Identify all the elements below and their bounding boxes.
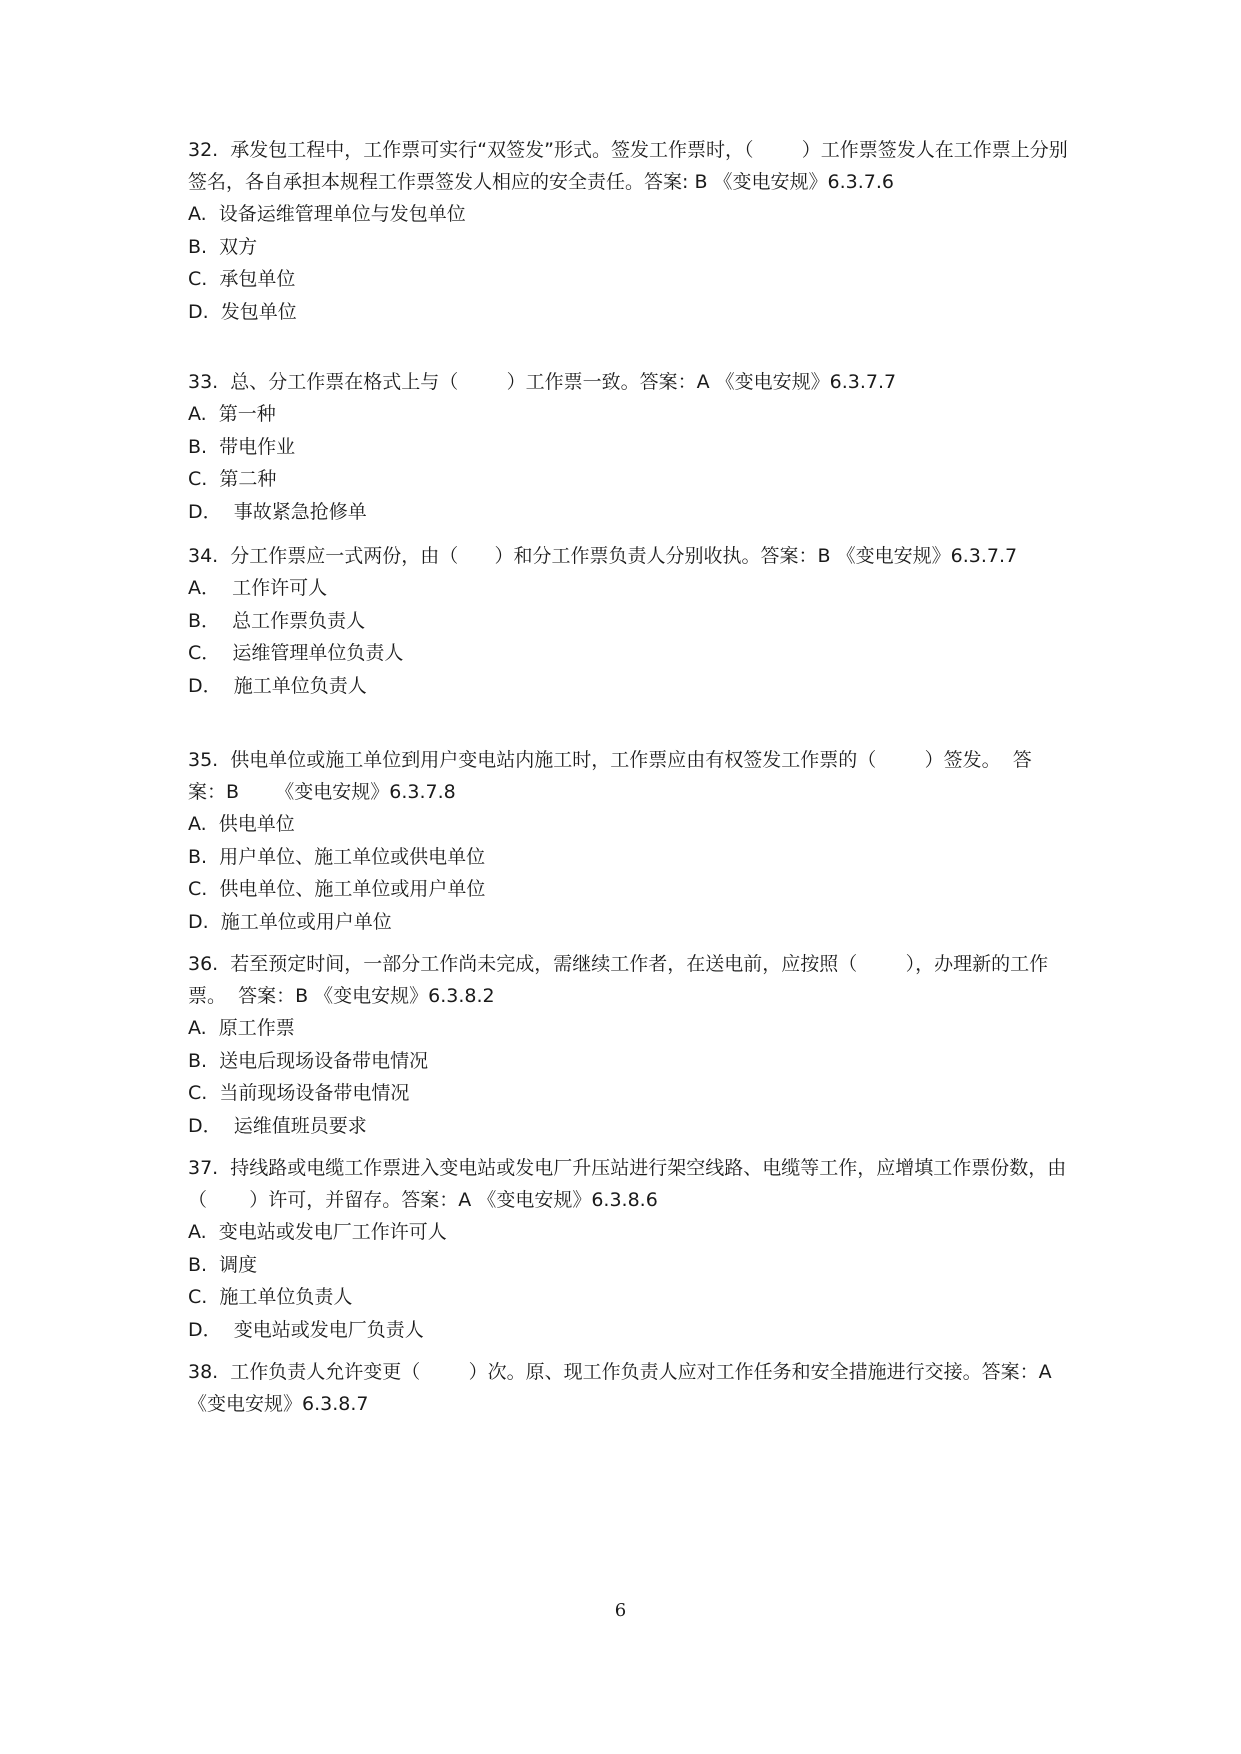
option-a: A. 供电单位 <box>188 813 295 835</box>
option-list <box>188 1012 1068 1142</box>
option-d: D． 事故紧急抢修单 <box>188 500 367 523</box>
option-a: A. 设备运维管理单位与发包单位 <box>188 203 466 225</box>
question-33 <box>188 366 1068 528</box>
option-a: A. 变电站或发电厂工作许可人 <box>188 1221 447 1243</box>
question-stem: 38. 工作负责人允许变更（ ）次。原、现工作负责人应对工作任务和安全措施进行交接。答案：A 《变电安规》6.3.8.7 <box>188 1361 1058 1415</box>
option-b: B. 双方 <box>188 235 258 258</box>
option-c: C. 当前现场设备带电情况 <box>188 1082 410 1104</box>
question-37 <box>188 1152 1068 1346</box>
option-list <box>188 398 1068 528</box>
question-stem: 36. 若至预定时间，一部分工作尚未完成，需继续工作者，在送电前，应按照（ ），办理新的工作票。 答案：B 《变电安规》6.3.8.2 <box>188 953 1049 1007</box>
option-b: B. 用户单位、施工单位或供电单位 <box>188 845 486 868</box>
question-stem: 35. 供电单位或施工单位到用户变电站内施工时，工作票应由有权签发工作票的（ ）签发。 答案：B 《变电安规》6.3.7.8 <box>188 749 1032 803</box>
option-list <box>188 198 1068 328</box>
option-c: C. 承包单位 <box>188 268 296 290</box>
option-c: C. 施工单位负责人 <box>188 1286 353 1308</box>
question-36 <box>188 948 1068 1142</box>
option-d: D. 发包单位 <box>188 300 297 323</box>
option-list <box>188 1216 1068 1346</box>
option-d: D． 变电站或发电厂负责人 <box>188 1318 424 1341</box>
option-d: D． 运维值班员要求 <box>188 1114 367 1137</box>
question-32 <box>188 134 1068 328</box>
question-38 <box>188 1356 1068 1420</box>
option-c: C. 供电单位、施工单位或用户单位 <box>188 878 486 900</box>
option-c: C． 运维管理单位负责人 <box>188 642 404 664</box>
question-34 <box>188 540 1068 702</box>
option-d: D． 施工单位负责人 <box>188 674 367 697</box>
question-stem: 37. 持线路或电缆工作票进入变电站或发电厂升压站进行架空线路、电缆等工作，应增填工作票份数，由（ ）许可，并留存。答案：A 《变电安规》6.3.8.6 <box>188 1157 1067 1211</box>
option-c: C. 第二种 <box>188 468 277 490</box>
option-b: B． 总工作票负责人 <box>188 609 366 632</box>
option-list <box>188 572 1068 702</box>
option-a: A. 原工作票 <box>188 1017 295 1039</box>
option-b: B. 送电后现场设备带电情况 <box>188 1049 429 1072</box>
page-number: 6 <box>614 1600 627 1621</box>
option-b: B. 带电作业 <box>188 435 296 458</box>
option-list <box>188 808 1068 938</box>
question-35 <box>188 744 1068 938</box>
question-stem: 33. 总、分工作票在格式上与（ ）工作票一致。答案：A 《变电安规》6.3.7.7 <box>188 371 897 393</box>
option-a: A. 第一种 <box>188 403 276 425</box>
option-b: B. 调度 <box>188 1253 258 1276</box>
question-stem: 32. 承发包工程中，工作票可实行“双签发”形式。签发工作票时，（ ）工作票签发人在工作票上分别签名，各自承担本规程工作票签发人相应的安全责任。答案: B 《变电安规》6.3.7.6 <box>188 139 1068 193</box>
option-a: A． 工作许可人 <box>188 577 328 599</box>
option-d: D. 施工单位或用户单位 <box>188 910 392 933</box>
question-stem: 34. 分工作票应一式两份，由（ ）和分工作票负责人分别收执。答案：B 《变电安规》6.3.7.7 <box>188 545 1018 567</box>
